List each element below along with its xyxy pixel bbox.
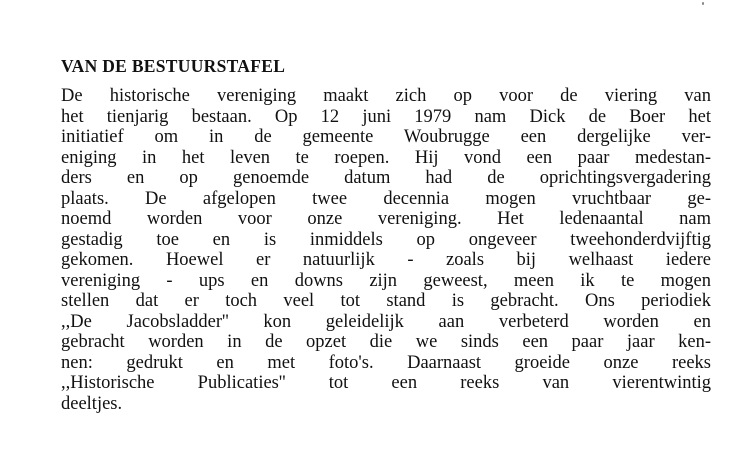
text-line: noemd worden voor onze vereniging. Het ledenaantal nam [61, 209, 711, 229]
text-line: plaats. De afgelopen twee decennia mogen vruchtbaar ge- [61, 188, 711, 209]
body-paragraph [61, 86, 711, 414]
text-line: ,,Historische Publicaties'' tot een reeks van vierentwintig [61, 373, 711, 393]
text-line: gestadig toe en is inmiddels op ongeveer tweehonderdvijftig [61, 229, 711, 250]
text-line: vereniging - ups en downs zijn geweest, meen ik te mogen [61, 270, 711, 291]
text-line: het tienjarig bestaan. Op 12 juni 1979 nam Dick de Boer het [61, 106, 711, 127]
text-line: gebracht worden in de opzet die we sinds een paar jaar ken- [61, 332, 711, 352]
text-line: eniging in het leven te roepen. Hij vond een paar medestan- [61, 147, 711, 168]
text-line: ,,De Jacobsladder'' kon geleidelijk aan verbeterd worden en [61, 311, 711, 332]
text-line: ders en op genoemde datum had de oprichtingsvergadering [61, 168, 711, 188]
text-line: deeltjes. [61, 393, 123, 414]
text-line: De historische vereniging maakt zich op voor de viering van [61, 86, 711, 106]
text-line: stellen dat er toch veel tot stand is gebracht. Ons periodiek [61, 291, 711, 311]
text-line: gekomen. Hoewel er natuurlijk - zoals bij welhaast iedere [61, 250, 711, 270]
scan-speck [702, 2, 704, 5]
section-heading: VAN DE BESTUURSTAFEL [61, 56, 286, 76]
text-line: nen: gedrukt en met foto's. Daarnaast groeide onze reeks [61, 352, 711, 373]
text-line: initiatief om in de gemeente Woubrugge een dergelijke ver- [61, 127, 711, 147]
